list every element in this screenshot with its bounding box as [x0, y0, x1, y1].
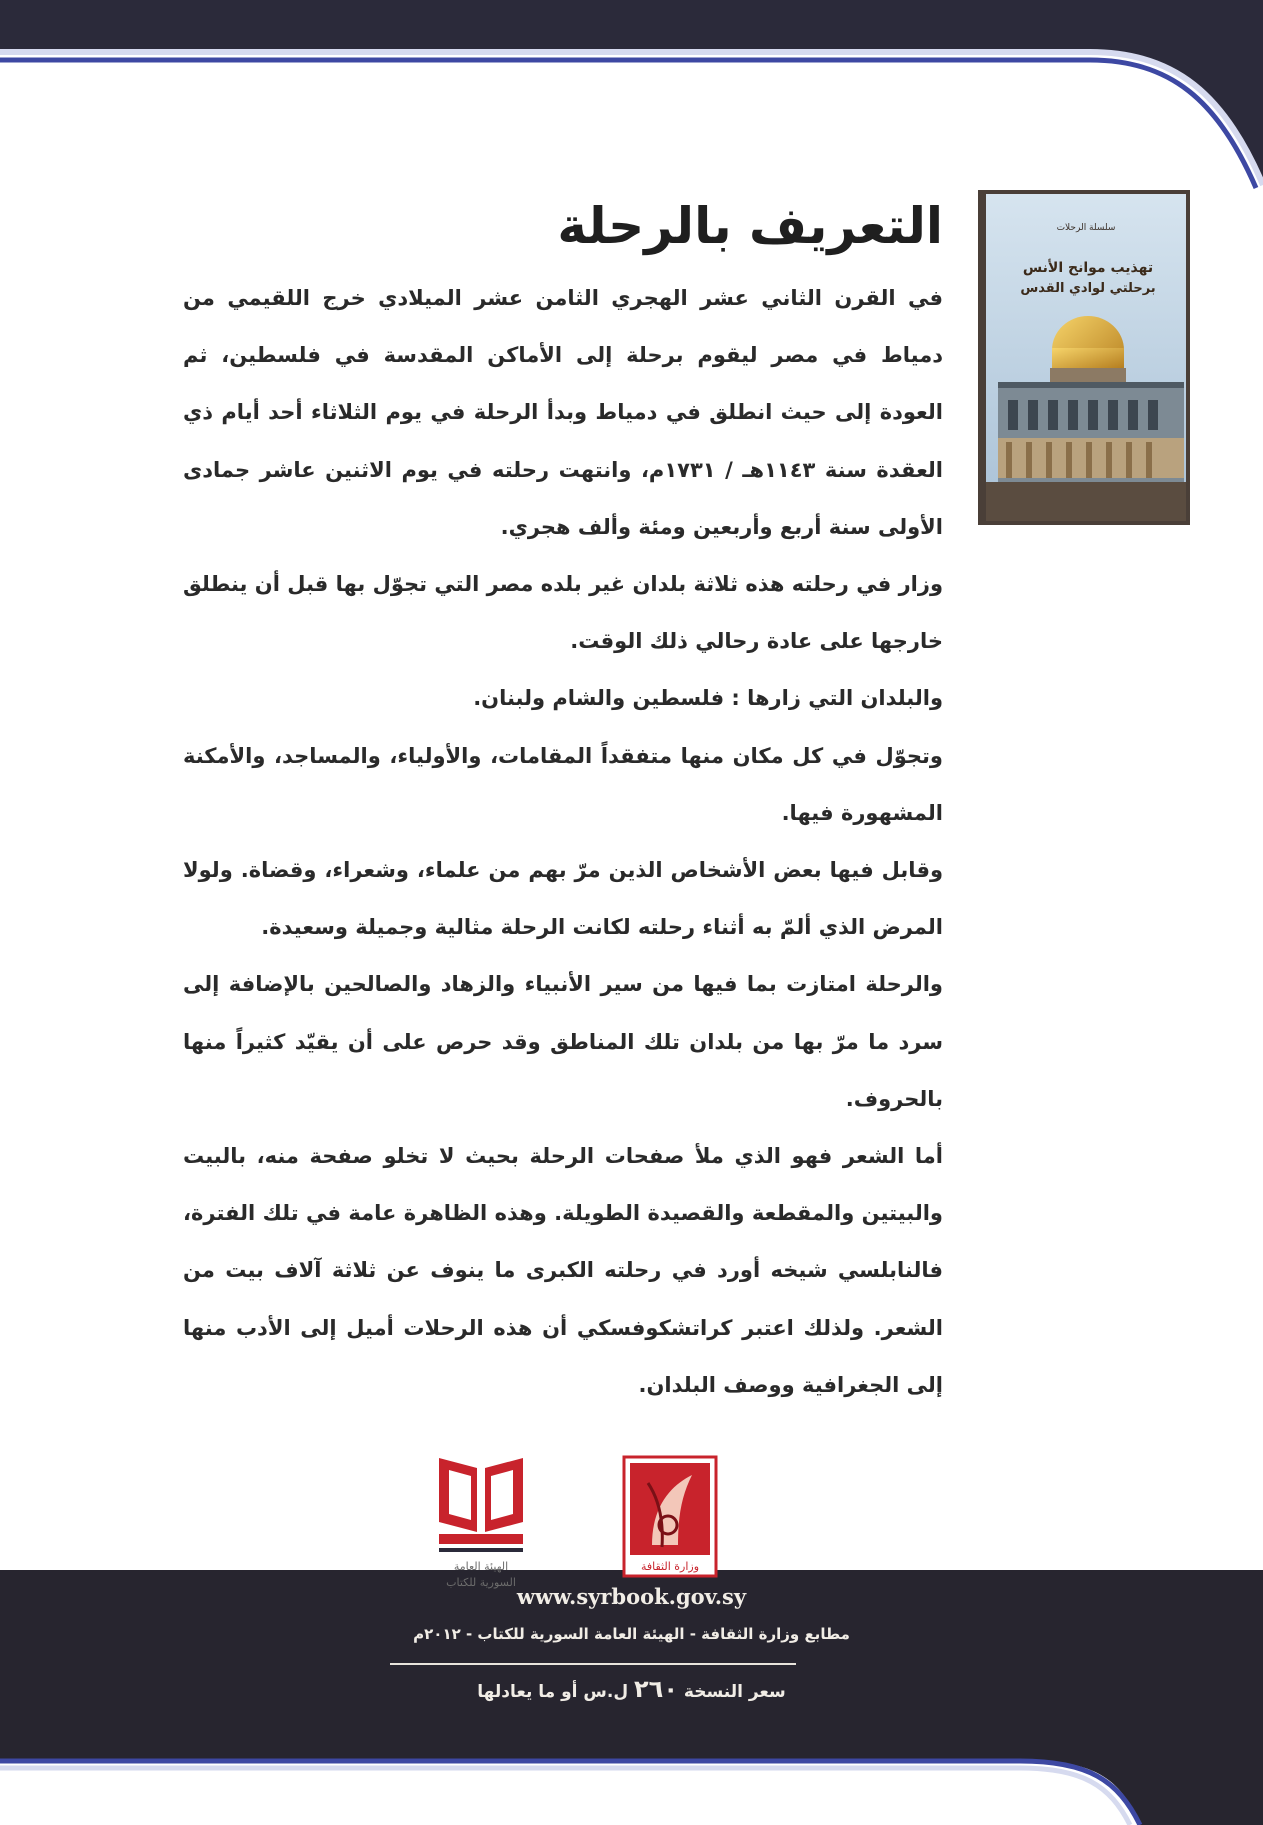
- paragraph: وزار في رحلته هذه ثلاثة بلدان غير بلده مصر التي تجوّل بها قبل أن ينطلق خارجها على عادة رحالي ذلك الوقت.: [183, 572, 943, 654]
- paragraph: أما الشعر فهو الذي ملأ صفحات الرحلة بحيث لا تخلو صفحة منه، بالبيت والبيتين والمقطعة والقصيدة الطويلة. وهذه الظاهرة عامة في تلك الفترة، فالنابلسي شيخه أورد في رحلته الكبرى ما ينوف عن ثلاثة آلاف بيت من الشعر. ولذلك اعتبر كراتشكوفسكي أن هذه الرحلات أميل إلى الأدب منها إلى الجغرافية ووصف البلدان.: [183, 1144, 943, 1397]
- printer-line: مطابع وزارة الثقافة - الهيئة العامة السورية للكتاب - ٢٠١٢م: [413, 1625, 850, 1643]
- website-url: www.syrbook.gov.sy: [516, 1584, 747, 1609]
- publisher-name-line1: الهيئة العامة: [453, 1560, 509, 1573]
- body-text: [183, 270, 943, 1414]
- price-line: [0, 1675, 1263, 1703]
- price-divider: [390, 1663, 796, 1665]
- book-title-line1: تهذيب موانح الأنس: [1022, 260, 1154, 276]
- book-title-line2: برحلتي لوادي القدس: [1020, 281, 1156, 296]
- book-series-label: سلسلة الرحلات: [1056, 223, 1116, 233]
- publisher-logo: [431, 1448, 531, 1593]
- price-prefix: سعر النسخة: [683, 1682, 786, 1702]
- paragraph: في القرن الثاني عشر الهجري الثامن عشر الميلادي خرج اللقيمي من دمياط في مصر ليقوم برحلة إلى الأماكن المقدسة في فلسطين، ثم العودة إلى حيث انطلق في دمياط وبدأ الرحلة في يوم الثلاثاء أحد أيام ذي العقدة سنة ١١٤٣هـ / ١٧٣١م، وانتهت رحلته في يوم الاثنين عاشر جمادى الأولى سنة أربع وأربعين ومئة وألف هجري.: [183, 286, 944, 539]
- paragraph: وقابل فيها بعض الأشخاص الذين مرّ بهم من علماء، وشعراء، وقضاة. ولولا المرض الذي ألمّ به أثناء رحلته لكانت الرحلة مثالية وجميلة وسعيدة.: [183, 858, 943, 940]
- price-suffix: ل.س أو ما يعادلها: [477, 1682, 629, 1702]
- price-value: ٢٦٠: [634, 1675, 678, 1703]
- paragraph: وتجوّل في كل مكان منها متفقداً المقامات، والأولياء، والمساجد، والأمكنة المشهورة فيها.: [183, 743, 943, 825]
- publisher-name-line2: السورية للكتاب: [446, 1576, 516, 1589]
- book-cover-image: [978, 190, 1190, 525]
- page-title: التعريف بالرحلة: [557, 197, 943, 255]
- paragraph: والرحلة امتازت بما فيها من سير الأنبياء والزهاد والصالحين بالإضافة إلى سرد ما مرّ بها من بلدان تلك المناطق وقد حرص على أن يقيّد كثيراً منها بالحروف.: [183, 972, 943, 1111]
- paragraph: والبلدان التي زارها : فلسطين والشام ولبنان.: [473, 686, 943, 711]
- ministry-name: وزارة الثقافة: [640, 1560, 700, 1573]
- ministry-of-culture-logo: [622, 1455, 718, 1578]
- top-decorative-band: [0, 0, 1263, 190]
